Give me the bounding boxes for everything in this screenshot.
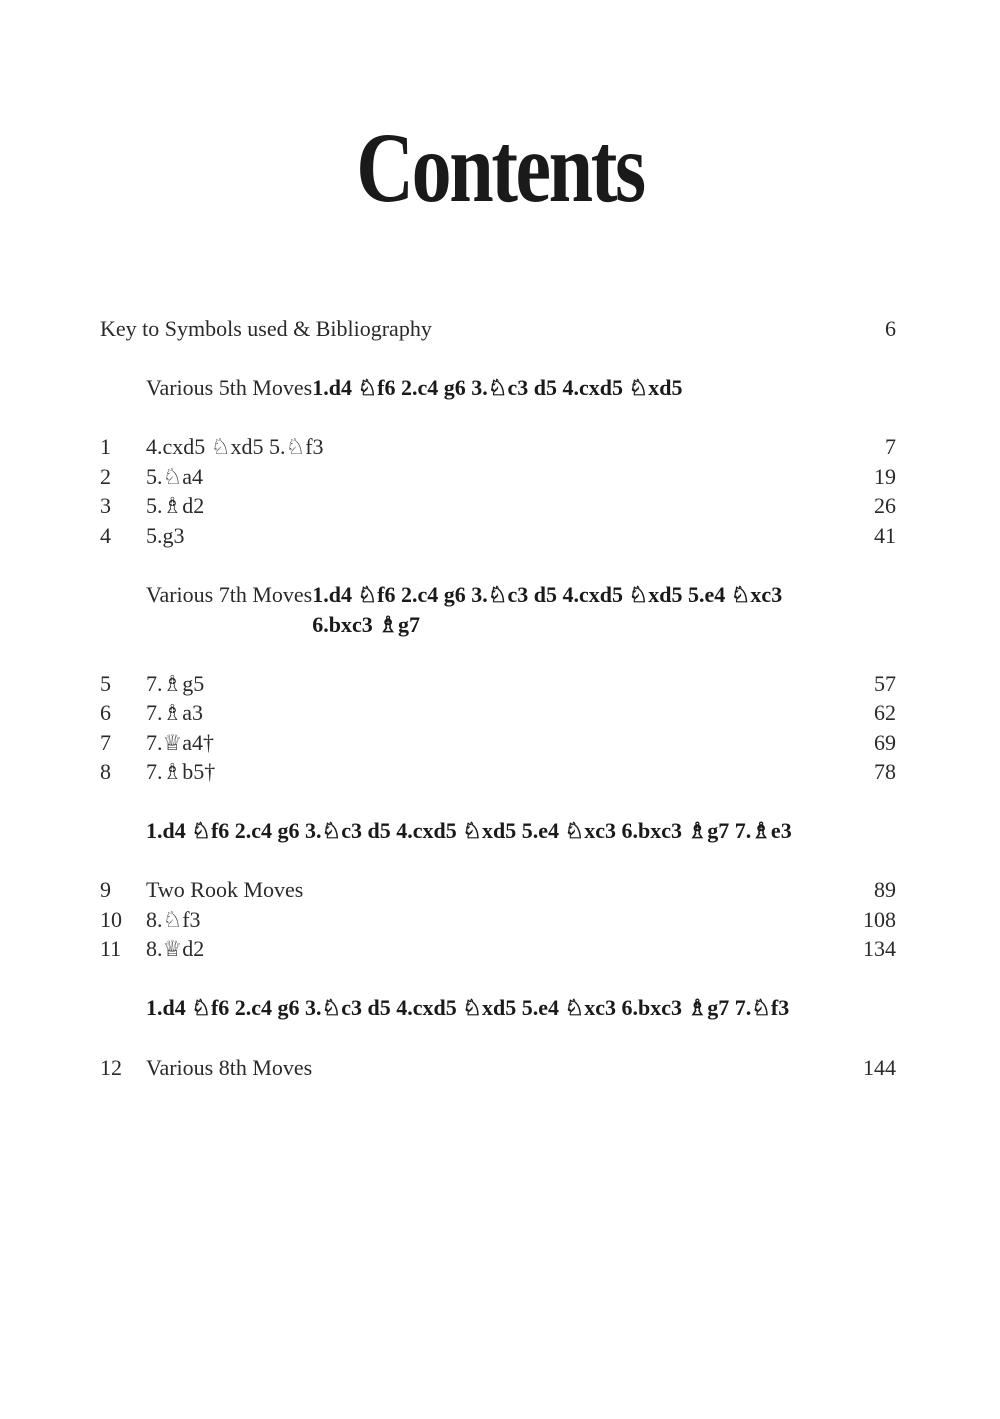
toc-entry-chapter-11[interactable] — [100, 934, 896, 964]
toc-entry-chapter-12[interactable] — [100, 1053, 896, 1083]
chapter-number: 8 — [100, 759, 111, 784]
toc-entry-chapter-6[interactable] — [100, 698, 896, 728]
toc-entry-label: 7.♗a3 — [146, 700, 203, 725]
section-heading-moves: 1.d4 ♘f6 2.c4 g6 3.♘c3 d5 4.cxd5 ♘xd5 5.e4 ♘xc3 6.bxc3 ♗g7 7.♗e3 — [146, 818, 792, 843]
toc-entry-chapter-5[interactable] — [100, 669, 896, 699]
page-title: Contents — [356, 112, 644, 223]
toc-entry-page: 62 — [874, 700, 896, 725]
toc-entry-label: 4.cxd5 ♘xd5 5.♘f3 — [146, 434, 324, 459]
toc-entry-page: 78 — [874, 759, 896, 784]
section-heading-various-5th-moves — [146, 373, 906, 403]
toc-entry-chapter-9[interactable] — [100, 875, 896, 905]
toc-entry-label: 5.♘a4 — [146, 464, 203, 489]
section-heading-7be3 — [146, 816, 906, 846]
section-heading-moves: 1.d4 ♘f6 2.c4 g6 3.♘c3 d5 4.cxd5 ♘xd5 5.e4 ♘xc3 6.bxc3 ♗g7 7.♘f3 — [146, 995, 790, 1020]
toc-entry-page: 69 — [874, 730, 896, 755]
toc-entry-label: 7.♗g5 — [146, 671, 205, 696]
toc-entry-page: 57 — [874, 671, 896, 696]
toc-entry-label: 5.g3 — [146, 523, 185, 548]
toc-entry-chapter-3[interactable] — [100, 491, 896, 521]
chapter-number: 12 — [100, 1055, 122, 1080]
toc-entry-page: 7 — [885, 434, 896, 459]
toc-entry-page: 108 — [863, 907, 896, 932]
chapter-number: 3 — [100, 493, 111, 518]
chapter-number: 10 — [100, 907, 122, 932]
toc-entry-label: Key to Symbols used & Bibliography — [100, 316, 432, 341]
chapter-number: 6 — [100, 700, 111, 725]
chapter-number: 11 — [100, 936, 122, 961]
toc-entry-page: 26 — [874, 493, 896, 518]
section-heading-prefix: Various 5th Moves — [146, 375, 313, 400]
section-heading-moves: 1.d4 ♘f6 2.c4 g6 3.♘c3 d5 4.cxd5 ♘xd5 5.e4 ♘xc3 6.bxc3 ♗g7 — [312, 582, 783, 637]
toc-entry-page: 19 — [874, 464, 896, 489]
toc-entry-page: 134 — [863, 936, 896, 961]
chapter-number: 5 — [100, 671, 111, 696]
chapter-number: 4 — [100, 523, 111, 548]
toc-entry-page: 41 — [874, 523, 896, 548]
toc-entry-chapter-2[interactable] — [100, 462, 896, 492]
chapter-number: 9 — [100, 877, 111, 902]
toc-entry-chapter-10[interactable] — [100, 905, 896, 935]
toc-entry-label: Two Rook Moves — [146, 877, 304, 902]
chapter-number: 7 — [100, 730, 111, 755]
section-heading-7nf3 — [146, 993, 906, 1023]
toc-entry-label: 8.♕d2 — [146, 936, 205, 961]
section-heading-various-7th-moves — [146, 580, 906, 640]
toc-entry-label: 7.♕a4† — [146, 730, 214, 755]
chapter-number: 2 — [100, 464, 111, 489]
toc-entry-label: 8.♘f3 — [146, 907, 201, 932]
toc-entry-label: Various 8th Moves — [146, 1055, 313, 1080]
toc-entry-label: 7.♗b5† — [146, 759, 216, 784]
chapter-number: 1 — [100, 434, 111, 459]
toc-entry-page: 144 — [863, 1055, 896, 1080]
section-heading-prefix: Various 7th Moves — [146, 582, 313, 607]
toc-entry-chapter-8[interactable] — [100, 757, 896, 787]
toc-entry-chapter-7[interactable] — [100, 728, 896, 758]
toc-entry-key-to-symbols[interactable] — [100, 314, 896, 344]
toc-entry-chapter-4[interactable] — [100, 521, 896, 551]
toc-entry-chapter-1[interactable] — [100, 432, 896, 462]
toc-entry-page: 6 — [885, 316, 896, 341]
toc-entry-label: 5.♗d2 — [146, 493, 205, 518]
section-heading-moves: 1.d4 ♘f6 2.c4 g6 3.♘c3 d5 4.cxd5 ♘xd5 — [312, 375, 683, 400]
toc-entry-page: 89 — [874, 877, 896, 902]
